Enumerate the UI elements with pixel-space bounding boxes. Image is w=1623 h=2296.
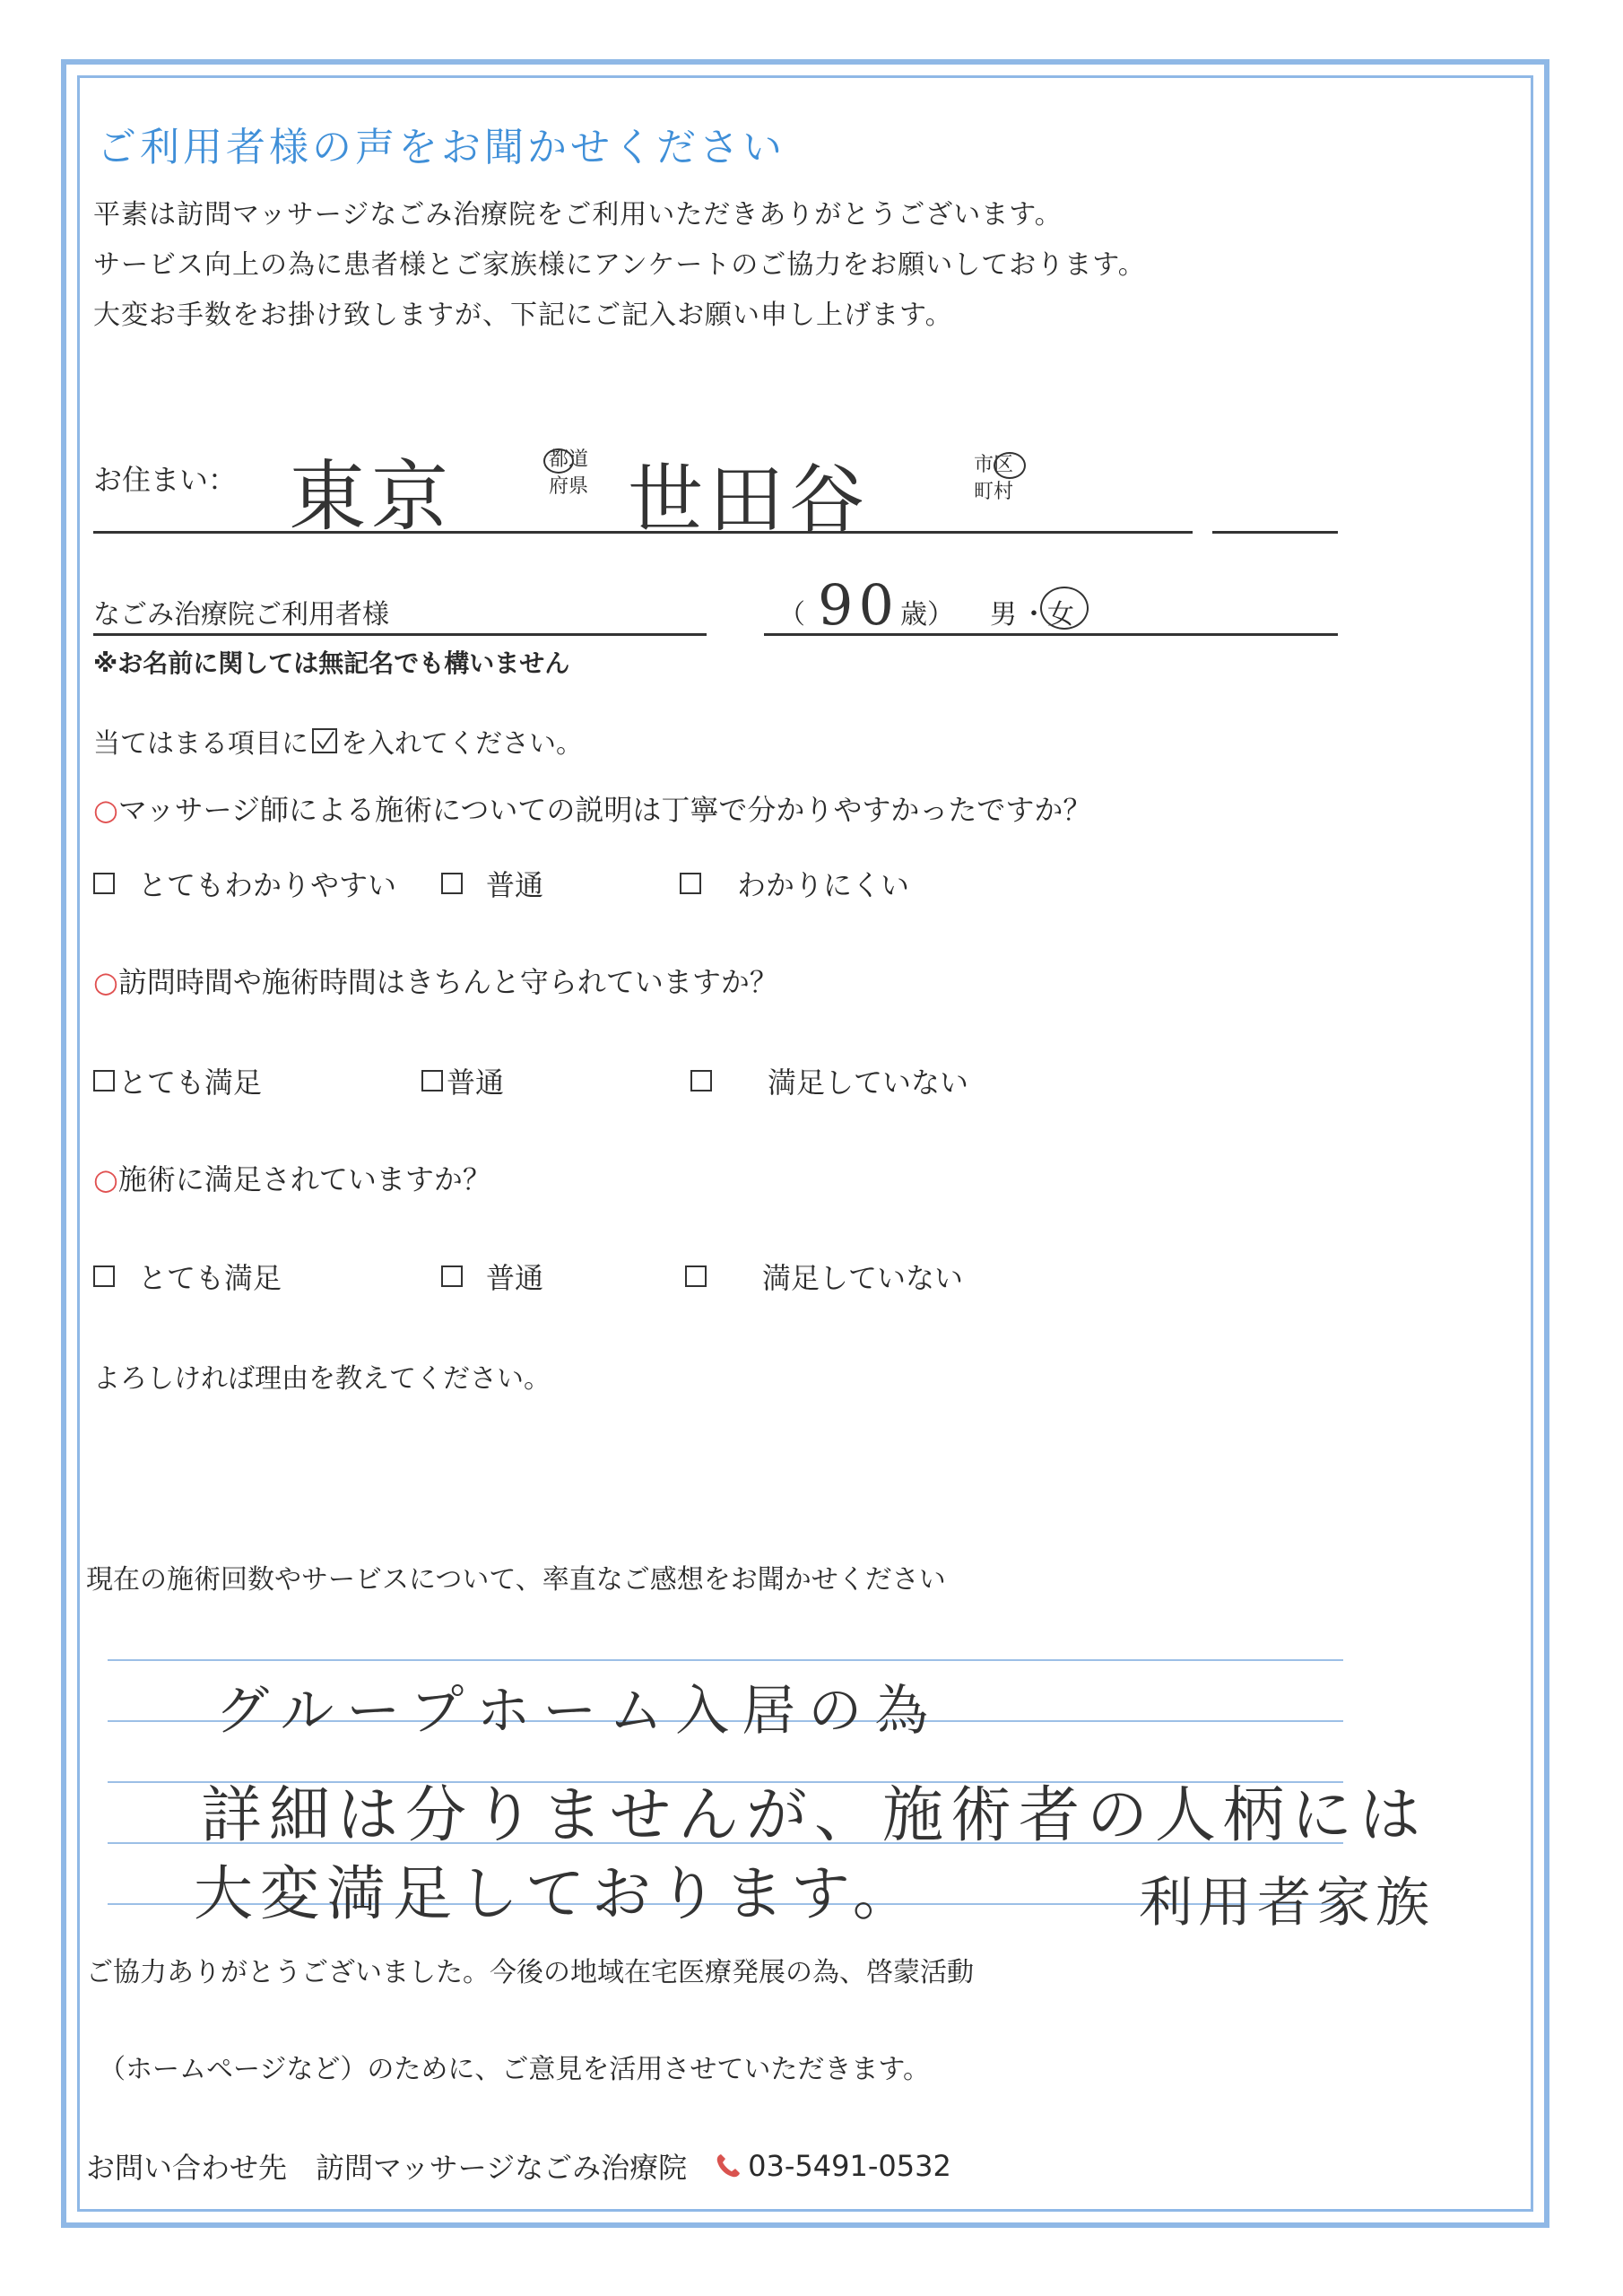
gender-circle-mark: [1040, 587, 1089, 630]
contact-footer: [86, 2145, 951, 2187]
q2-option-2[interactable]: [421, 1060, 504, 1101]
q3-option-3-checkbox[interactable]: [685, 1265, 707, 1287]
feedback-prompt: 現在の施術回数やサービスについて、率直なご感想をお聞かせください: [86, 1564, 946, 1596]
q2-option-3-checkbox[interactable]: [690, 1070, 712, 1091]
city-suffix-1: 市区: [974, 454, 1014, 476]
question-3: [93, 1157, 491, 1198]
contact-label: お問い合わせ先: [86, 2151, 288, 2185]
prefecture-handwritten: 東京: [289, 452, 454, 542]
intro-line-1: 平素は訪問マッサージなごみ治療院をご利用いただきありがとうございます。: [93, 199, 1063, 230]
closing-line-1: ご協力ありがとうございました。今後の地域在宅医療発展の為、啓蒙活動: [86, 1957, 974, 1988]
user-label: なごみ治療院ご利用者様: [93, 599, 389, 631]
feedback-handwritten-signature: 利用者家族: [1139, 1872, 1435, 1935]
q3-option-2[interactable]: [441, 1256, 543, 1297]
prefecture-suffix-1: 都道: [549, 448, 589, 471]
q3-option-2-checkbox[interactable]: [441, 1265, 463, 1287]
city-handwritten: 世田谷: [628, 456, 871, 544]
age-underline: [764, 633, 1338, 636]
gender-male: 男: [990, 599, 1017, 631]
instruction-after: を入れてください。: [341, 728, 583, 760]
question-2-text: 訪問時間や施術時間はきちんと守られていますか？: [117, 965, 778, 999]
address-label: お住まい：: [93, 463, 238, 497]
address-underline: [93, 531, 1193, 534]
feedback-handwritten-line-3: 大変満足しております。: [194, 1859, 919, 1928]
anonymous-note: ※お名前に関しては無記名でも構いません: [93, 648, 570, 678]
age-handwritten: 90: [818, 572, 899, 638]
q2-option-1-checkbox[interactable]: [93, 1070, 115, 1091]
question-1-text: マッサージ師による施術についての説明は丁寧で分かりやすかったですか？: [117, 793, 1092, 827]
user-name-underline: [93, 633, 707, 636]
instruction-before: 当てはまる項目に: [93, 728, 308, 760]
gender-separator: ・: [1020, 599, 1047, 631]
prefecture-suffix-2: 府県: [549, 475, 589, 498]
intro-line-3: 大変お手数をお掛け致しますが、下記にご記入お願い申し上げます。: [93, 300, 953, 331]
q1-option-3-checkbox[interactable]: [680, 873, 701, 894]
question-3-mark: ○: [93, 1162, 118, 1196]
q2-option-3-label: 満足していない: [768, 1065, 969, 1100]
q3-option-1[interactable]: [93, 1256, 282, 1297]
q1-option-3-label: わかりにくい: [737, 868, 910, 902]
q2-option-1-label: とても満足: [118, 1065, 263, 1100]
ruled-line-1: [108, 1659, 1343, 1661]
q3-option-3[interactable]: [685, 1256, 963, 1297]
contact-phone[interactable]: 03-5491-0532: [748, 2149, 951, 2183]
q1-option-2-label: 普通: [486, 868, 544, 902]
address-underline-end: [1212, 531, 1338, 534]
contact-clinic: 訪問マッサージなごみ治療院: [316, 2151, 688, 2185]
q1-option-1-label: とてもわかりやすい: [138, 868, 397, 902]
feedback-handwritten-line-1: グループホーム入居の為: [215, 1680, 942, 1743]
prefecture-circle-mark: [543, 448, 574, 474]
city-circle-mark: [994, 452, 1026, 479]
phone-icon: [714, 2152, 742, 2180]
q2-option-2-label: 普通: [447, 1065, 505, 1100]
q1-option-2[interactable]: [441, 863, 543, 904]
q1-option-1[interactable]: [93, 863, 396, 904]
q1-option-2-checkbox[interactable]: [441, 873, 463, 894]
q1-option-3[interactable]: [680, 863, 909, 904]
q1-option-1-checkbox[interactable]: [93, 873, 115, 894]
q3-option-3-label: 満足していない: [762, 1261, 964, 1295]
gender-female: 女: [1047, 599, 1074, 631]
q3-option-2-label: 普通: [486, 1261, 544, 1295]
question-3-text: 施術に満足されていますか？: [117, 1162, 491, 1196]
form-title: ご利用者様の声をお聞かせください: [97, 125, 785, 170]
q3-option-1-label: とても満足: [138, 1261, 282, 1295]
question-2-mark: ○: [93, 965, 118, 999]
q2-option-1[interactable]: [93, 1060, 262, 1101]
age-close: 歳）: [900, 599, 954, 631]
question-1: [93, 787, 1091, 829]
q3-option-1-checkbox[interactable]: [93, 1265, 115, 1287]
reason-prompt: よろしければ理由を教えてください。: [93, 1363, 551, 1395]
age-open-paren: （: [778, 599, 805, 631]
question-2: [93, 960, 778, 1001]
instruction: [93, 721, 583, 761]
checkbox-sample-icon: [312, 728, 337, 753]
intro-line-2: サービス向上の為に患者様とご家族様にアンケートのご協力をお願いしております。: [93, 249, 1146, 281]
feedback-handwritten-line-2: 詳細は分りませんが、施術者の人柄には: [201, 1780, 1428, 1851]
q2-option-2-checkbox[interactable]: [421, 1070, 443, 1091]
closing-line-2: （ホームページなど）のために、ご意見を活用させていただきます。: [99, 2054, 930, 2085]
question-1-mark: ○: [93, 793, 118, 827]
q2-option-3[interactable]: [690, 1060, 968, 1101]
city-suffix-2: 町村: [974, 481, 1014, 503]
